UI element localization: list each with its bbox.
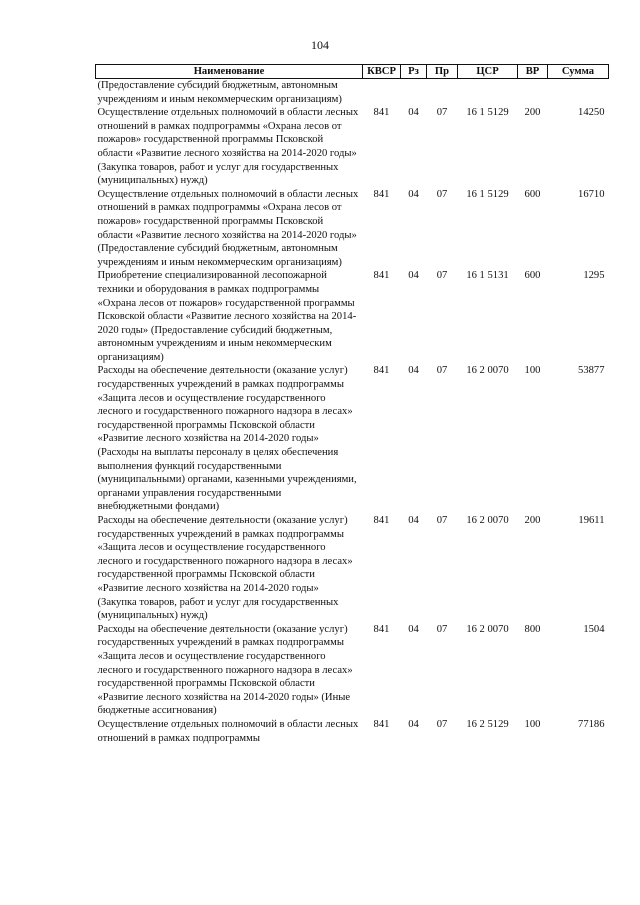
row-vr: 200 xyxy=(524,515,541,526)
table-row xyxy=(96,364,609,514)
row-pr: 07 xyxy=(436,365,448,377)
table-header-row xyxy=(96,65,609,79)
row-vr: 600 xyxy=(524,270,541,282)
row-kvsr: 841 xyxy=(373,107,390,119)
row-sum: 16710 xyxy=(578,188,605,200)
row-sum: 1295 xyxy=(583,270,605,282)
header-sum: Сумма xyxy=(548,65,609,79)
row-rz xyxy=(401,79,427,107)
row-kvsr: 841 xyxy=(373,515,390,526)
row-vr: 600 xyxy=(524,188,541,200)
table-row xyxy=(96,269,609,364)
table-row xyxy=(96,188,609,270)
row-name: Расходы на обеспечение деятельности (оказание услуг) государственных учреждений в рамках подпрограммы «Защита лесов и осуществление государственного лесного и государственного пожарного надзора в лесах» государственной программы Псковской области «Развитие лесного хозяйства на 2014-2020 годы» (Расходы на выплаты персоналу в целях обеспечения выполнения функций государственными (муниципальными) органами, казенными учреждениями, органами управления государственными внебюджетными фондами) xyxy=(97,365,357,513)
row-csr: 16 2 0070 xyxy=(466,515,509,526)
row-csr: 16 2 0070 xyxy=(466,623,509,635)
row-csr: 16 1 5131 xyxy=(466,270,509,282)
header-name: Наименование xyxy=(96,65,363,79)
header-rz: Рз xyxy=(401,65,427,79)
table-row xyxy=(96,106,609,188)
row-pr: 07 xyxy=(436,270,448,282)
row-vr: 800 xyxy=(524,623,541,635)
row-vr xyxy=(518,79,548,107)
table-row xyxy=(96,79,609,107)
row-name: Приобретение специализированной лесопожарной техники и оборудования в рамках подпрограммы «Охрана лесов от пожаров» государственной программы Псковской области «Развитие лесного хозяйства на 2014-2020 годы» (Предоставление субсидий бюджетным, автономным учреждениям и иным некоммерческим организациям) xyxy=(97,270,357,363)
header-csr: ЦСР xyxy=(458,65,518,79)
row-sum: 19611 xyxy=(578,515,605,526)
row-kvsr: 841 xyxy=(373,365,390,377)
row-pr: 07 xyxy=(436,623,448,635)
row-vr: 200 xyxy=(524,107,541,119)
row-csr: 16 1 5129 xyxy=(466,107,509,119)
row-rz: 04 xyxy=(408,515,419,526)
row-kvsr xyxy=(363,79,401,107)
header-pr: Пр xyxy=(427,65,458,79)
row-rz: 04 xyxy=(408,623,419,635)
row-csr xyxy=(458,79,518,107)
table-row xyxy=(96,718,609,745)
row-pr: 07 xyxy=(436,515,448,526)
row-rz: 04 xyxy=(408,365,419,377)
row-pr: 07 xyxy=(436,188,448,200)
row-csr: 16 1 5129 xyxy=(466,188,509,200)
row-rz: 04 xyxy=(408,107,419,119)
row-pr: 07 xyxy=(436,107,448,119)
row-name: Расходы на обеспечение деятельности (оказание услуг) государственных учреждений в рамках подпрограммы «Защита лесов и осуществление государственного лесного и государственного пожарного надзора в лесах» государственной программы Псковской области «Развитие лесного хозяйства на 2014-2020 годы» (Закупка товаров, работ и услуг для государственных (муниципальных) нужд) xyxy=(97,515,353,622)
row-sum: 53877 xyxy=(578,365,605,377)
row-name: (Предоставление субсидий бюджетным, автономным учреждениям и иным некоммерческим организациям) xyxy=(97,80,342,105)
row-kvsr: 841 xyxy=(373,623,390,635)
row-sum xyxy=(548,79,609,107)
row-name: Осуществление отдельных полномочий в области лесных отношений в рамках подпрограммы «Охрана лесов от пожаров» государственной программы Псковской области «Развитие лесного хозяйства на 2014-2020 годы» (Закупка товаров, работ и услуг для государственных (муниципальных) нужд) xyxy=(97,107,359,187)
row-vr: 100 xyxy=(524,718,541,730)
row-vr: 100 xyxy=(524,365,541,377)
row-kvsr: 841 xyxy=(373,270,390,282)
header-kvsr: КВСР xyxy=(363,65,401,79)
table-row xyxy=(96,514,609,623)
row-kvsr: 841 xyxy=(373,188,390,200)
row-name: Расходы на обеспечение деятельности (оказание услуг) государственных учреждений в рамках подпрограммы «Защита лесов и осуществление государственного лесного и государственного пожарного надзора в лесах» государственной программы Псковской области «Развитие лесного хозяйства на 2014-2020 годы» (Иные бюджетные ассигнования) xyxy=(97,623,353,717)
row-rz: 04 xyxy=(408,718,419,730)
row-pr xyxy=(427,79,458,107)
row-name: Осуществление отдельных полномочий в области лесных отношений в рамках подпрограммы xyxy=(97,718,359,744)
row-name: Осуществление отдельных полномочий в области лесных отношений в рамках подпрограммы «Охрана лесов от пожаров» государственной программы Псковской области «Развитие лесного хозяйства на 2014-2020 годы» (Предоставление субсидий бюджетным, автономным учреждениям и иным некоммерческим организациям) xyxy=(97,188,359,268)
page-number: 104 xyxy=(311,38,329,52)
table-row xyxy=(96,623,609,718)
row-sum: 14250 xyxy=(578,107,605,119)
row-csr: 16 2 5129 xyxy=(466,718,509,730)
row-csr: 16 2 0070 xyxy=(466,365,509,377)
row-rz: 04 xyxy=(408,270,419,282)
row-kvsr: 841 xyxy=(373,718,390,730)
row-rz: 04 xyxy=(408,188,419,200)
budget-table xyxy=(95,64,609,745)
row-pr: 07 xyxy=(436,718,448,730)
row-sum: 1504 xyxy=(583,623,605,635)
header-vr: ВР xyxy=(518,65,548,79)
row-sum: 77186 xyxy=(578,718,605,730)
